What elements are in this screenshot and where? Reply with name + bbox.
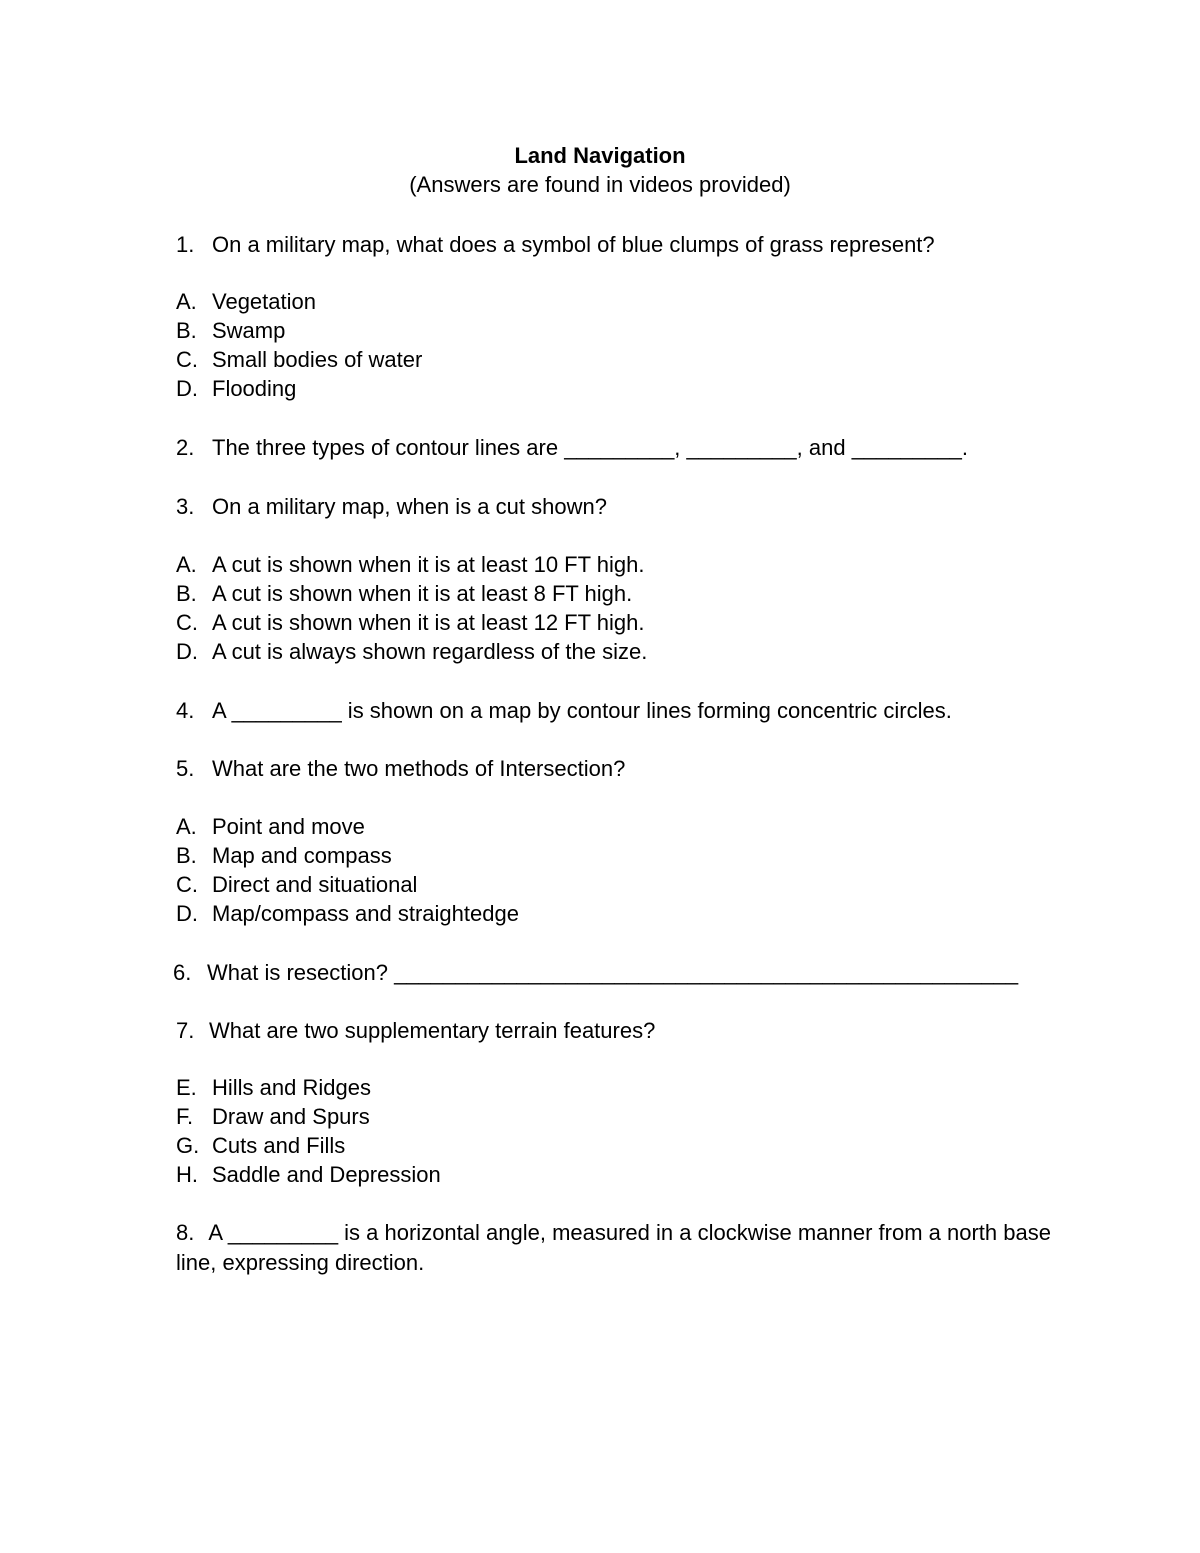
option-text: Vegetation [212, 289, 316, 314]
question-number: 7. [176, 1018, 195, 1043]
page-subtitle: (Answers are found in videos provided) [409, 172, 791, 197]
option-letter: G. [176, 1133, 200, 1158]
option-text: A cut is shown when it is at least 12 FT high. [212, 610, 645, 635]
page-title: Land Navigation [514, 143, 686, 168]
question-number: 6. [173, 960, 192, 985]
option-text: Hills and Ridges [212, 1075, 371, 1100]
question-number: 3. [176, 494, 195, 519]
question-text: A _________ is a horizontal angle, measured in a clockwise manner from a north base line, expressing direction. [176, 1220, 1051, 1275]
question-text: On a military map, what does a symbol of blue clumps of grass represent? [212, 232, 935, 257]
option-text: A cut is shown when it is at least 8 FT high. [212, 581, 633, 606]
question-text: On a military map, when is a cut shown? [212, 494, 607, 519]
option-letter: D. [176, 901, 198, 926]
option-text: A cut is shown when it is at least 10 FT high. [212, 552, 645, 577]
option-letter: D. [176, 376, 198, 401]
option-letter: C. [176, 347, 198, 372]
option-text: Direct and situational [212, 872, 418, 897]
option-text: Saddle and Depression [212, 1162, 441, 1187]
option-letter: B. [176, 843, 197, 868]
option-letter: D. [176, 639, 198, 664]
question-text: What are the two methods of Intersection? [212, 756, 626, 781]
question-number: 5. [176, 756, 195, 781]
option-letter: C. [176, 610, 198, 635]
option-text: Cuts and Fills [212, 1133, 346, 1158]
option-letter: E. [176, 1075, 197, 1100]
question-text: What is resection? ___________________________________________________ [207, 960, 1019, 985]
option-text: Swamp [212, 318, 286, 343]
option-text: Small bodies of water [212, 347, 423, 372]
option-text: Flooding [212, 376, 297, 401]
option-letter: H. [176, 1162, 198, 1187]
option-letter: B. [176, 581, 197, 606]
option-letter: A. [176, 814, 197, 839]
question-number: 8. [176, 1220, 195, 1245]
question-text: The three types of contour lines are _________, _________, and _________. [212, 435, 968, 460]
option-letter: A. [176, 289, 197, 314]
question-number: 4. [176, 698, 195, 723]
question-8 [176, 1218, 1066, 1278]
option-text: Map/compass and straightedge [212, 901, 519, 926]
option-letter: C. [176, 872, 198, 897]
question-text: A _________ is shown on a map by contour lines forming concentric circles. [212, 698, 952, 723]
option-letter: B. [176, 318, 197, 343]
question-text: What are two supplementary terrain features? [209, 1018, 656, 1043]
option-letter: F. [176, 1104, 194, 1129]
question-number: 2. [176, 435, 195, 460]
option-text: A cut is always shown regardless of the size. [212, 639, 648, 664]
question-number: 1. [176, 232, 195, 257]
option-text: Point and move [212, 814, 365, 839]
option-letter: A. [176, 552, 197, 577]
option-text: Map and compass [212, 843, 392, 868]
option-text: Draw and Spurs [212, 1104, 370, 1129]
